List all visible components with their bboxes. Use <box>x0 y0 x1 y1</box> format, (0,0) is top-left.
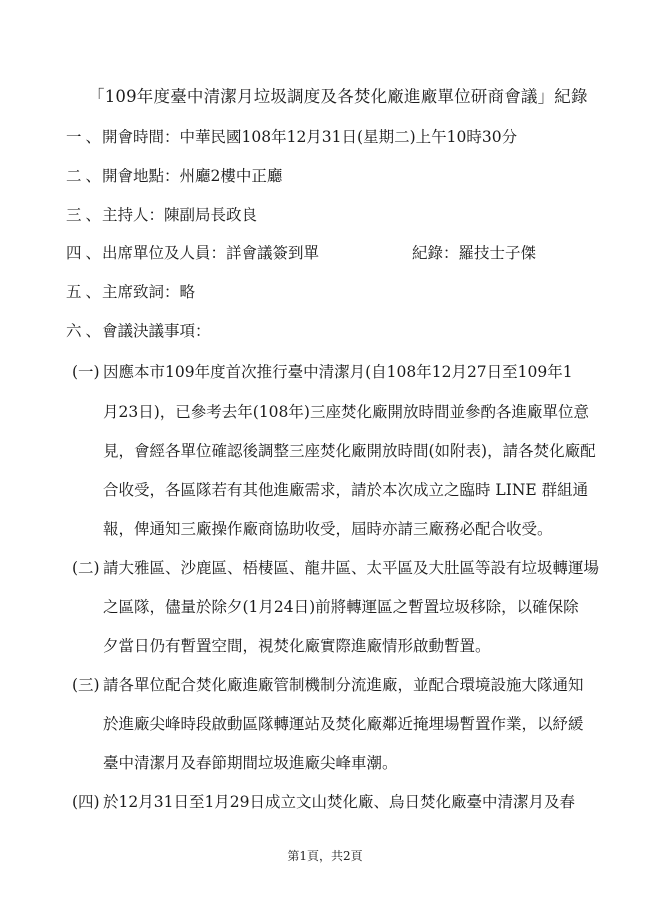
item-number: 二、 <box>66 167 106 185</box>
resolution-line: 之區隊，儘量於除夕(1月24日)前將轉運區之暫置垃圾移除，以確保除 <box>103 598 579 616</box>
resolution-line: 報，俾通知三廠操作廠商協助收受，屆時亦請三廠務必配合收受。 <box>103 520 553 538</box>
item-chairperson <box>66 204 257 226</box>
item-meeting-time <box>66 126 517 148</box>
resolution-line: 夕當日仍有暫置空間，視焚化廠實際進廠情形啟動暫置。 <box>103 637 491 655</box>
resolution-line: 因應本市109年度首次推行臺中清潔月(自108年12月27日至109年1 <box>103 363 573 381</box>
document-title: 「109年度臺中清潔月垃圾調度及各焚化廠進廠單位研商會議」紀錄 <box>88 87 588 106</box>
resolution-line: 見，會經各單位確認後調整三座焚化廠開放時間(如附表)，請各焚化廠配 <box>103 442 596 460</box>
resolution-line: 臺中清潔月及春節期間垃圾進廠尖峰車潮。 <box>103 754 398 772</box>
resolution-label: (三) <box>72 676 100 694</box>
resolution-label: (四) <box>72 793 100 811</box>
item-text: 出席單位及人員：詳會議簽到單 <box>102 244 320 262</box>
item-meeting-place <box>66 165 282 187</box>
item-chair-address <box>66 281 195 303</box>
item-attendees <box>66 242 319 264</box>
item-number: 三、 <box>66 206 106 224</box>
item-number: 五、 <box>66 283 106 301</box>
item-number: 一、 <box>66 128 106 146</box>
page-footer: 第1頁，共2頁 <box>287 849 363 863</box>
item-number: 四、 <box>66 244 106 262</box>
resolution-line: 於進廠尖峰時段啟動區隊轉運站及焚化廠鄰近掩埋場暫置作業，以紓緩 <box>103 715 584 733</box>
item-text: 開會時間：中華民國108年12月31日(星期二)上午10時30分 <box>102 128 518 146</box>
resolution-line: 請大雅區、沙鹿區、梧棲區、龍井區、太平區及大肚區等設有垃圾轉運場 <box>103 559 600 577</box>
item-resolutions-heading <box>66 320 211 342</box>
item-number: 六、 <box>66 322 106 340</box>
item-text: 主席致詞：略 <box>102 283 196 301</box>
item-text: 會議決議事項： <box>102 322 211 340</box>
resolution-label: (一) <box>72 363 100 381</box>
resolution-line: 於12月31日至1月29日成立文山焚化廠、烏日焚化廠臺中清潔月及春 <box>103 793 576 811</box>
item-text: 主持人：陳副局長政良 <box>102 206 258 224</box>
item-text: 開會地點：州廳2樓中正廳 <box>102 167 283 185</box>
resolution-label: (二) <box>72 559 100 577</box>
resolution-line: 月23日)，已參考去年(108年)三座焚化廠開放時間並參酌各進廠單位意 <box>103 403 589 421</box>
resolution-line: 請各單位配合焚化廠進廠管制機制分流進廠，並配合環境設施大隊通知 <box>103 676 584 694</box>
resolution-line: 合收受，各區隊若有其他進廠需求，請於本次成立之臨時 LINE 群組通 <box>103 481 589 499</box>
recorder-note: 紀錄：羅技士子傑 <box>412 244 537 262</box>
